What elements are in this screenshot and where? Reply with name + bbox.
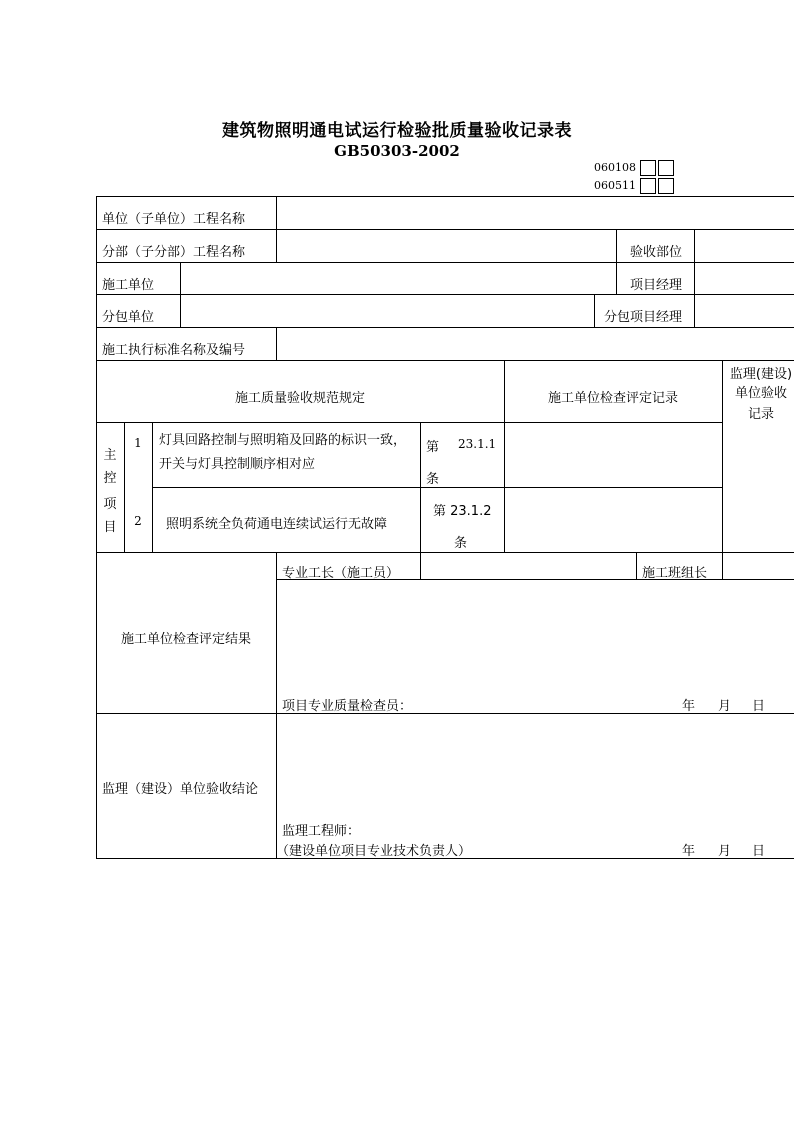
team-leader-label: 施工班组长 (642, 566, 708, 581)
form-title: 建筑物照明通电试运行检验批质量验收记录表 (222, 121, 572, 141)
item-text-line: 照明系统全负荷通电连续试运行无故障 (166, 517, 388, 532)
item-1-check-record-field[interactable] (505, 423, 722, 487)
main-control-label-char: 控 (103, 471, 117, 486)
subcontract-manager-field[interactable] (695, 295, 794, 327)
date-year-label: 年 (682, 699, 696, 714)
code-box[interactable] (658, 178, 674, 194)
main-control-label-char: 项 (103, 497, 117, 512)
acceptance-form-table (96, 196, 794, 859)
subcontract-unit-field[interactable] (181, 295, 594, 327)
result-text-area[interactable] (277, 580, 794, 690)
date-day-label: 日 (752, 844, 766, 859)
foreman-label: 专业工长（施工员） (282, 566, 400, 581)
standard-name-label: 施工执行标准名称及编号 (102, 343, 246, 358)
item-clause-suffix: 条 (426, 472, 440, 487)
standard-code: GB50303-2002 (334, 142, 460, 160)
date-year-label: 年 (682, 844, 696, 859)
engineer-label: 监理工程师： (282, 824, 361, 839)
subcontract-unit-label: 分包单位 (102, 310, 155, 325)
supervision-header-line2: 单位验收 (734, 386, 787, 401)
item-number: 2 (134, 514, 142, 528)
check-record-header: 施工单位检查评定记录 (547, 391, 678, 406)
main-control-label-char: 主 (103, 448, 117, 463)
acceptance-part-field[interactable] (695, 230, 794, 262)
subpart-project-name-label: 分部（子分部）工程名称 (102, 245, 246, 260)
acceptance-part-label: 验收部位 (630, 245, 683, 260)
item-clause-number: 第 23.1.2 (433, 504, 492, 519)
unit-project-name-field[interactable] (277, 197, 794, 229)
date-month-label: 月 (718, 844, 732, 859)
date-month-label: 月 (718, 699, 732, 714)
project-manager-label: 项目经理 (630, 278, 683, 293)
supervision-header-line1: 监理(建设) (729, 367, 793, 382)
item-2-check-record-field[interactable] (505, 488, 722, 552)
standard-name-field[interactable] (277, 328, 794, 360)
inspector-label: 项目专业质量检查员： (282, 699, 413, 714)
code-box[interactable] (658, 160, 674, 176)
result-label: 施工单位检查评定结果 (120, 632, 251, 647)
form-code-1: 060108 (594, 161, 636, 174)
code-box[interactable] (640, 178, 656, 194)
code-box[interactable] (640, 160, 656, 176)
construction-unit-label: 施工单位 (102, 278, 155, 293)
unit-project-name-label: 单位（子单位）工程名称 (102, 212, 246, 227)
team-leader-field[interactable] (723, 553, 794, 579)
project-manager-field[interactable] (695, 263, 794, 294)
conclusion-label: 监理（建设）单位验收结论 (102, 782, 259, 797)
subpart-project-name-field[interactable] (277, 230, 616, 262)
item-clause-number: 23.1.1 (458, 437, 497, 451)
item-clause-suffix: 条 (454, 536, 468, 551)
main-control-label-char: 目 (103, 520, 117, 535)
engineer-note: （建设单位项目专业技术负责人） (276, 844, 472, 859)
conclusion-text-area[interactable] (277, 714, 794, 814)
subcontract-manager-label: 分包项目经理 (604, 310, 683, 325)
supervision-header-line3: 记录 (747, 407, 774, 422)
form-code-2: 060511 (594, 179, 636, 192)
foreman-field[interactable] (421, 553, 636, 579)
spec-header: 施工质量验收规范规定 (234, 391, 365, 406)
item-number: 1 (134, 436, 142, 450)
item-text-line: 开关与灯具控制顺序相对应 (159, 457, 316, 472)
item-text-line: 灯具回路控制与照明箱及回路的标识一致， (159, 433, 407, 448)
date-day-label: 日 (752, 699, 766, 714)
item-clause-prefix: 第 (426, 440, 440, 455)
construction-unit-field[interactable] (181, 263, 616, 294)
